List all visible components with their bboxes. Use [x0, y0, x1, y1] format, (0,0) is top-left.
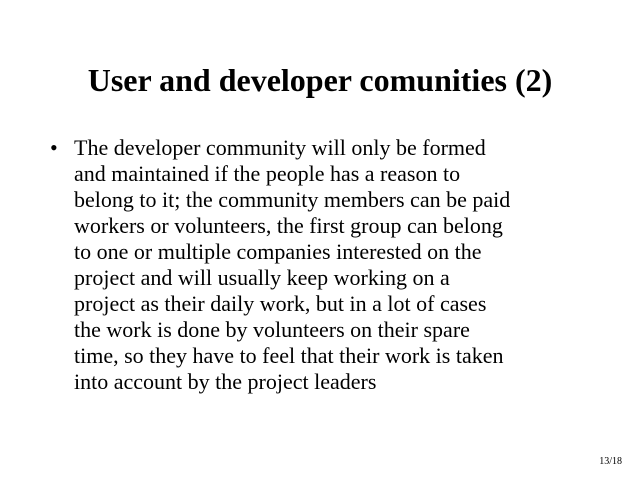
bullet-text-line: the work is done by volunteers on their spare	[74, 317, 470, 342]
bullet-text-line: The developer community will only be formed	[74, 135, 486, 160]
bullet-text-line: project as their daily work, but in a lot of cases	[74, 291, 487, 316]
bullet-list	[50, 135, 610, 395]
bullet-text-line: and maintained if the people has a reason to	[74, 161, 461, 186]
bullet-item	[50, 135, 610, 395]
slide-title: User and developer comunities (2)	[87, 62, 553, 98]
bullet-text-line: into account by the project leaders	[74, 369, 377, 394]
bullet-icon: •	[50, 135, 58, 160]
bullet-text-line: to one or multiple companies interested on the	[74, 239, 482, 264]
bullet-text-line: belong to it; the community members can be paid	[74, 187, 511, 212]
bullet-text-line: project and will usually keep working on a	[74, 265, 450, 290]
page-number: 13/18	[599, 456, 622, 467]
bullet-text-line: workers or volunteers, the first group can belong	[74, 213, 503, 238]
bullet-text-line: time, so they have to feel that their work is taken	[74, 343, 504, 368]
